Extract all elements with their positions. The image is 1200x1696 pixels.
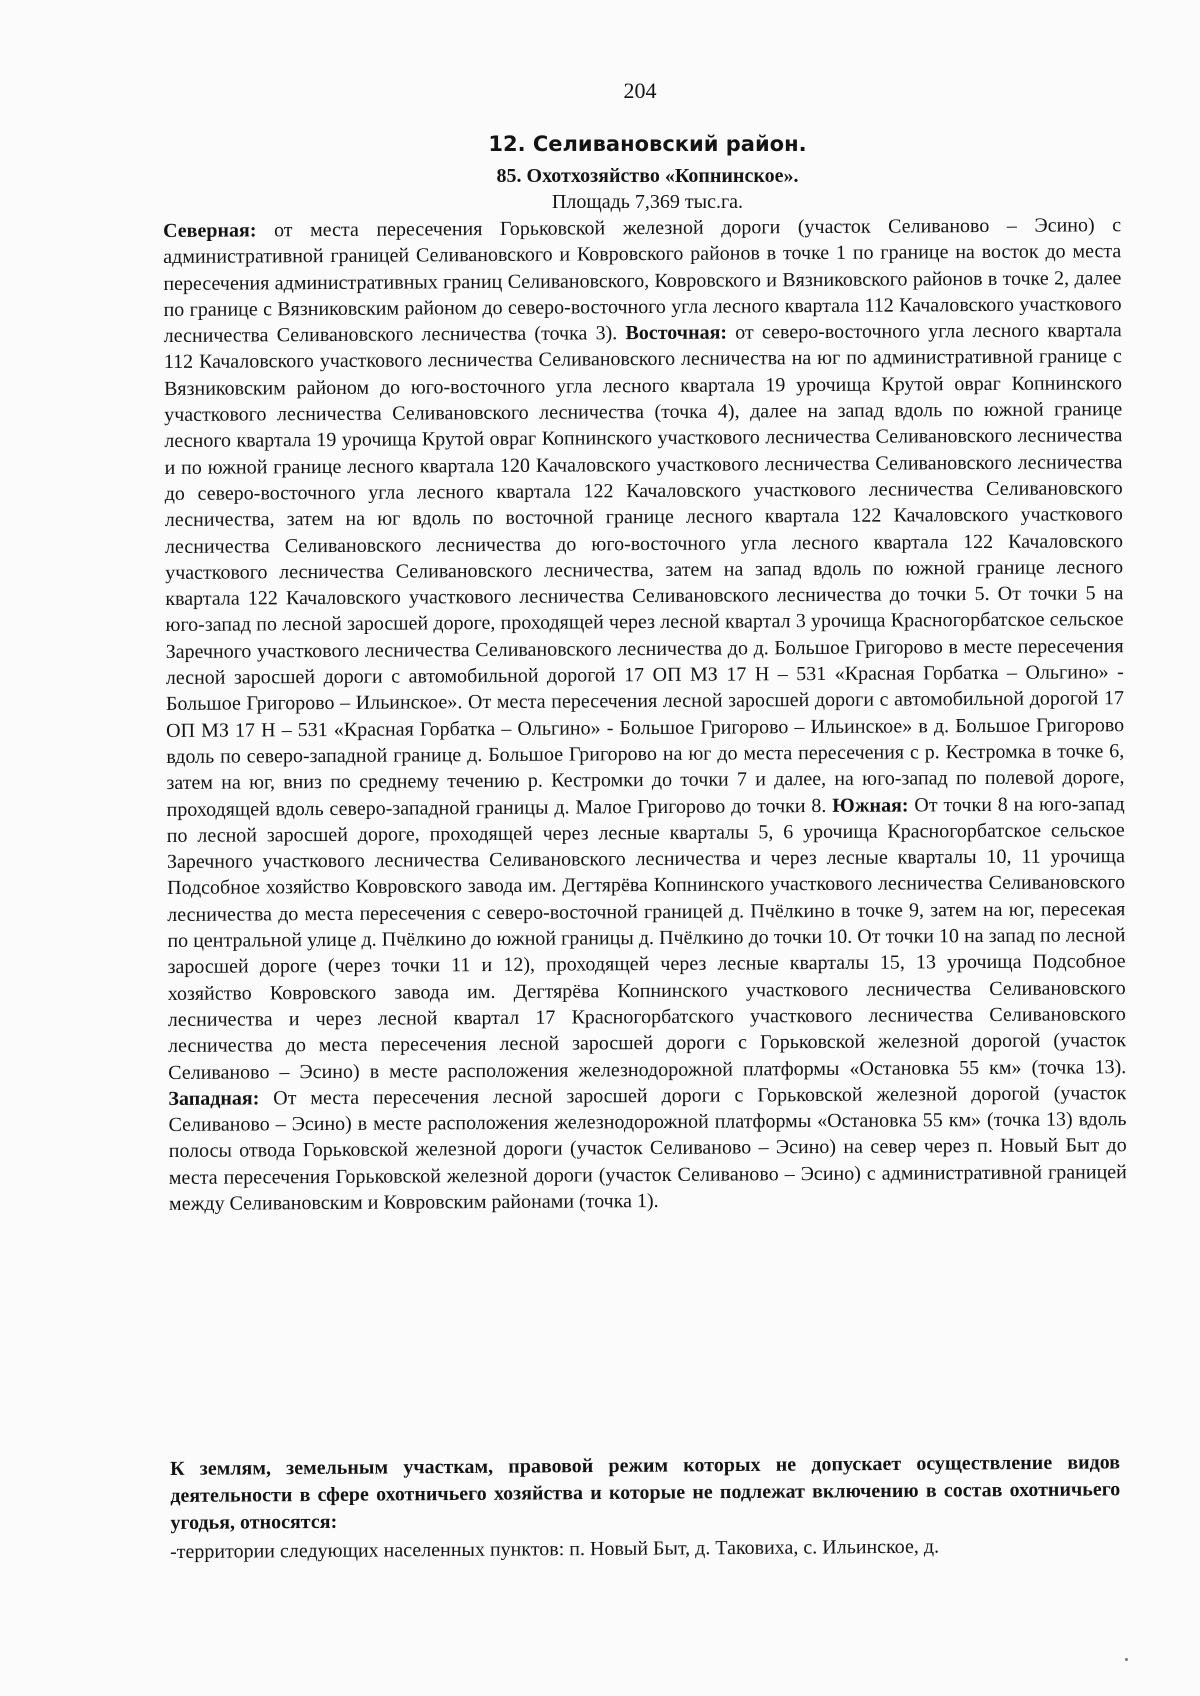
page-number: 204: [623, 78, 657, 103]
east-boundary-text: от северо-восточного угла лесного квартала 112 Качаловского участкового лесничества Селивановского лесничества на юг по административной границе с Вязниковским районом до юго-восточного угла лесного квартала 19 урочища Крутой овраг Копнинского участкового лесничества Селивановского лесничества (точка 4), далее на запад вдоль по южной границе лесного квартала 19 урочища Крутой овраг Копнинского участкового лесничества Селивановского лесничества и по южной границе лесного квартала 120 Качаловского участкового лесничества Селивановского лесничества до северо-восточного угла лесного квартала 122 Качаловского участкового лесничества Селивановского лесничества, затем на юг вдоль по восточной границе лесного квартала 122 Качаловского участкового лесничества Селивановского лесничества до юго-восточного угла лесного квартала 122 Качаловского участкового лесничества Селивановского лесничества, затем на запад вдоль по южной границе лесного квартала 122 Качаловского участкового лесничества Селивановского лесничества до точки 5. От точки 5 на юго-запад по лесной заросшей дороге, проходящей через лесной квартал 3 урочища Красногорбатское сельское Заречного участкового лесничества Селивановского лесничества до д. Большое Григорово в месте пересечения лесной заросшей дороги с автомобильной дорогой 17 ОП МЗ 17 Н – 531 «Красная Горбатка – Ольгино» - Большое Григорово – Ильинское». От места пересечения лесной заросшей дороги с автомобильной дорогой 17 ОП МЗ 17 Н – 531 «Красная Горбатка – Ольгино» - Большое Григорово – Ильинское» в д. Большое Григорово вдоль по северо-западной границе д. Большое Григорово на юг до места пересечения с р. Кестромка в точке 6, затем на юг, вниз по среднему течению р. Кестромки до точки 7 и далее, на юго-запад по полевой дороге, проходящей вдоль северо-западной границы д. Малое Григорово до точки 8.: [163, 319, 1125, 821]
north-boundary-label: Северная:: [163, 219, 257, 242]
hunting-farm-title: 85. Охотхозяйство «Копнинское».: [496, 165, 799, 187]
territories-line: -территории следующих населенных пунктов: п. Новый Быт, д. Таковиха, с. Ильинское, д.: [170, 1535, 940, 1563]
south-boundary-text: От точки 8 на юго-запад по лесной заросшей дороге, проходящей через лесные кварталы 5, 6 урочища Красногорбатское сельское Заречного участкового лесничества Селивановского лесничества и через лесные кварталы 10, 11 урочища Подсобное хозяйство Ковровского завода им. Дегтярёва Копнинского участкового лесничества Селивановского лесничества до места пересечения с северо-восточной границей д. Пчёлкино в точке 9, затем на юг, пересекая по центральной улице д. Пчёлкино до южной границы д. Пчёлкино до точки 10. От точки 10 на запад по лесной заросшей дороге (через точки 11 и 12), проходящей через лесные кварталы 15, 13 урочища Подсобное хозяйство Ковровского завода им. Дегтярёва Копнинского участкового лесничества Селивановского лесничества и через лесной квартал 17 Красногорбатского участкового лесничества Селивановского лесничества до места пересечения лесной заросшей дороги с Горьковской железной дорогой (участок Селиваново – Эсино) в месте расположения железнодорожной платформы «Остановка 55 км» (точка 13).: [166, 792, 1127, 1084]
west-boundary-text: От места пересечения лесной заросшей дороги с Горьковской железной дорогой (участок Селиваново – Эсино) в месте расположения железнодорожной платформы «Остановка 55 км» (точка 13) вдоль полосы отвода Горьковской железной дороги (участок Селиваново – Эсино) на север через п. Новый Быт до места пересечения Горьковской железной дороги (участок Селиваново – Эсино) с административной границей между Селивановским и Ковровским районами (точка 1).: [168, 1081, 1127, 1215]
restricted-lands-heading: К землям, земельным участкам, правовой режим которых не допускает осуществление видов деятельности в сфере охотничьего хозяйства и которые не подлежат включению в состав охотничьего угодья, относятся:: [170, 1451, 1121, 1534]
west-boundary-label: Западная:: [168, 1087, 260, 1110]
district-title: 12. Селивановский район.: [488, 132, 807, 156]
scan-speck: [1125, 1658, 1128, 1661]
area-line: Площадь 7,369 тыс.га.: [551, 191, 744, 213]
south-boundary-label: Южная:: [832, 793, 909, 817]
east-boundary-label: Восточная:: [625, 321, 728, 345]
boundary-description: [163, 212, 1127, 1217]
north-boundary-text: от места пересечения Горьковской железной дороги (участок Селиваново – Эсино) с административной границей Селивановского и Ковровского районов в точке 1 по границе на восток до места пересечения административных границ Селивановского, Ковровского и Вязниковского районов в точке 2, далее по границе с Вязниковским районом до северо-восточного угла лесного квартала 112 Качаловского участкового лесничества Селивановского лесничества (точка 3).: [163, 214, 1122, 348]
